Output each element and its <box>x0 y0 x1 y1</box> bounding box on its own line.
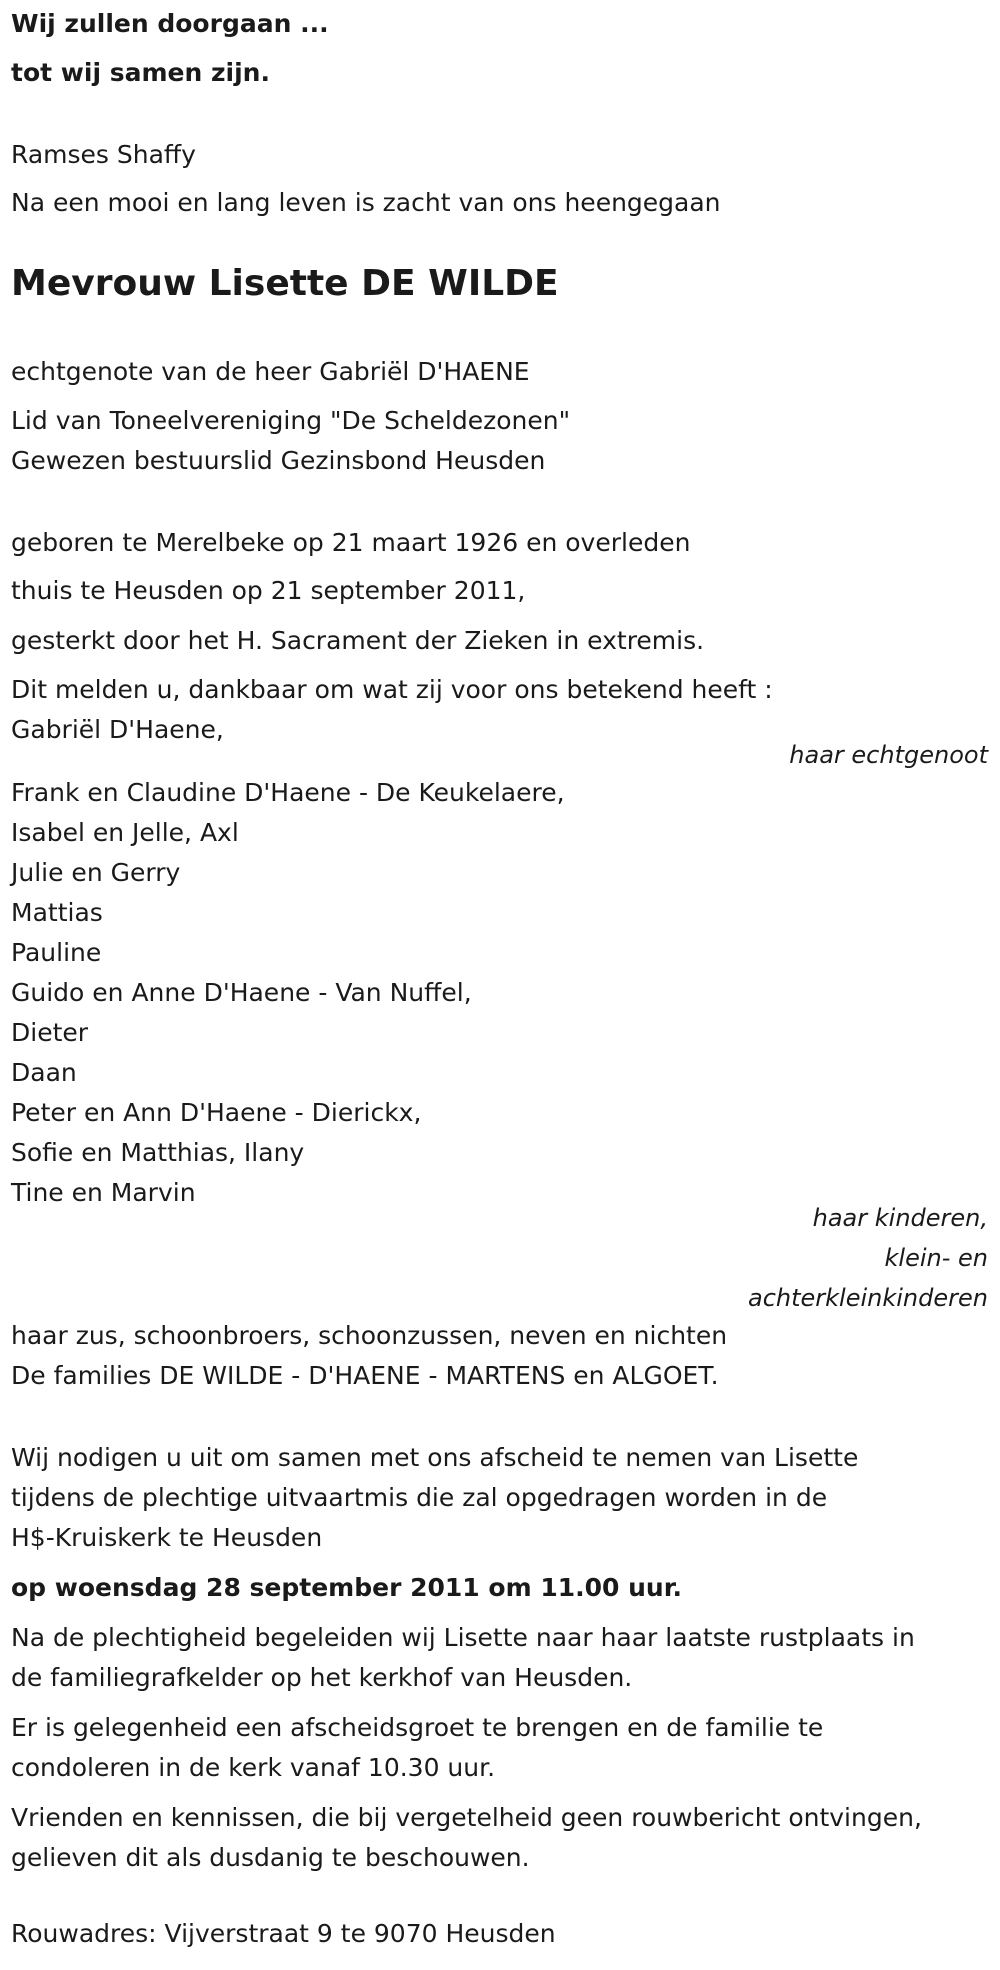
family-member: Guido en Anne D'Haene - Van Nuffel, <box>11 978 472 1007</box>
birth-death-line: thuis te Heusden op 21 september 2011, <box>11 576 526 605</box>
motto-line-1: Wij zullen doorgaan ... <box>11 9 329 38</box>
notice-line: gelieven dit als dusdanig te beschouwen. <box>11 1843 530 1872</box>
invitation-line: H$-Kruiskerk te Heusden <box>11 1523 323 1552</box>
family-member: Daan <box>11 1058 77 1087</box>
condolence-line: condoleren in de kerk vanaf 10.30 uur. <box>11 1753 496 1782</box>
family-member: Frank en Claudine D'Haene - De Keukelaere, <box>11 778 565 807</box>
condolence-line: Er is gelegenheid een afscheidsgroet te brengen en de familie te <box>11 1713 824 1742</box>
family-label: haar kinderen, <box>812 1204 988 1232</box>
mourning-address: Rouwadres: Vijverstraat 9 te 9070 Heusden <box>11 1919 556 1948</box>
role-line: echtgenote van de heer Gabriël D'HAENE <box>11 357 530 386</box>
service-date: op woensdag 28 september 2011 om 11.00 uur. <box>11 1573 682 1602</box>
role-line: Gewezen bestuurslid Gezinsbond Heusden <box>11 446 546 475</box>
notice-line: Vrienden en kennissen, die bij vergetelheid geen rouwbericht ontvingen, <box>11 1803 922 1832</box>
burial-line: de familiegrafkelder op het kerkhof van Heusden. <box>11 1663 633 1692</box>
role-line: Lid van Toneelvereniging "De Scheldezonen" <box>11 406 571 435</box>
invitation-line: tijdens de plechtige uitvaartmis die zal opgedragen worden in de <box>11 1483 828 1512</box>
spouse-label: haar echtgenoot <box>789 741 988 769</box>
family-member: Mattias <box>11 898 103 927</box>
family-member: Isabel en Jelle, Axl <box>11 818 239 847</box>
family-member: Pauline <box>11 938 102 967</box>
birth-death-line: geboren te Merelbeke op 21 maart 1926 en overleden <box>11 528 691 557</box>
burial-line: Na de plechtigheid begeleiden wij Lisette naar haar laatste rustplaats in <box>11 1623 915 1652</box>
family-member: Julie en Gerry <box>11 858 181 887</box>
quote-author: Ramses Shaffy <box>11 140 196 169</box>
birth-death-line: gesterkt door het H. Sacrament der Zieken in extremis. <box>11 626 705 655</box>
relatives-line: haar zus, schoonbroers, schoonzussen, neven en nichten <box>11 1321 728 1350</box>
family-member: Dieter <box>11 1018 89 1047</box>
relatives-line: De families DE WILDE - D'HAENE - MARTENS en ALGOET. <box>11 1361 719 1390</box>
family-label: achterkleinkinderen <box>748 1284 988 1312</box>
family-member: Tine en Marvin <box>11 1178 196 1207</box>
spouse-name: Gabriël D'Haene, <box>11 715 224 744</box>
intro-text: Na een mooi en lang leven is zacht van ons heengegaan <box>11 188 721 217</box>
family-member: Peter en Ann D'Haene - Dierickx, <box>11 1098 422 1127</box>
family-label: klein- en <box>884 1244 988 1272</box>
invitation-line: Wij nodigen u uit om samen met ons afscheid te nemen van Lisette <box>11 1443 859 1472</box>
announcement-text: Dit melden u, dankbaar om wat zij voor ons betekend heeft : <box>11 675 773 704</box>
deceased-name: Mevrouw Lisette DE WILDE <box>11 263 559 304</box>
motto-line-2: tot wij samen zijn. <box>11 58 270 87</box>
family-member: Sofie en Matthias, Ilany <box>11 1138 305 1167</box>
